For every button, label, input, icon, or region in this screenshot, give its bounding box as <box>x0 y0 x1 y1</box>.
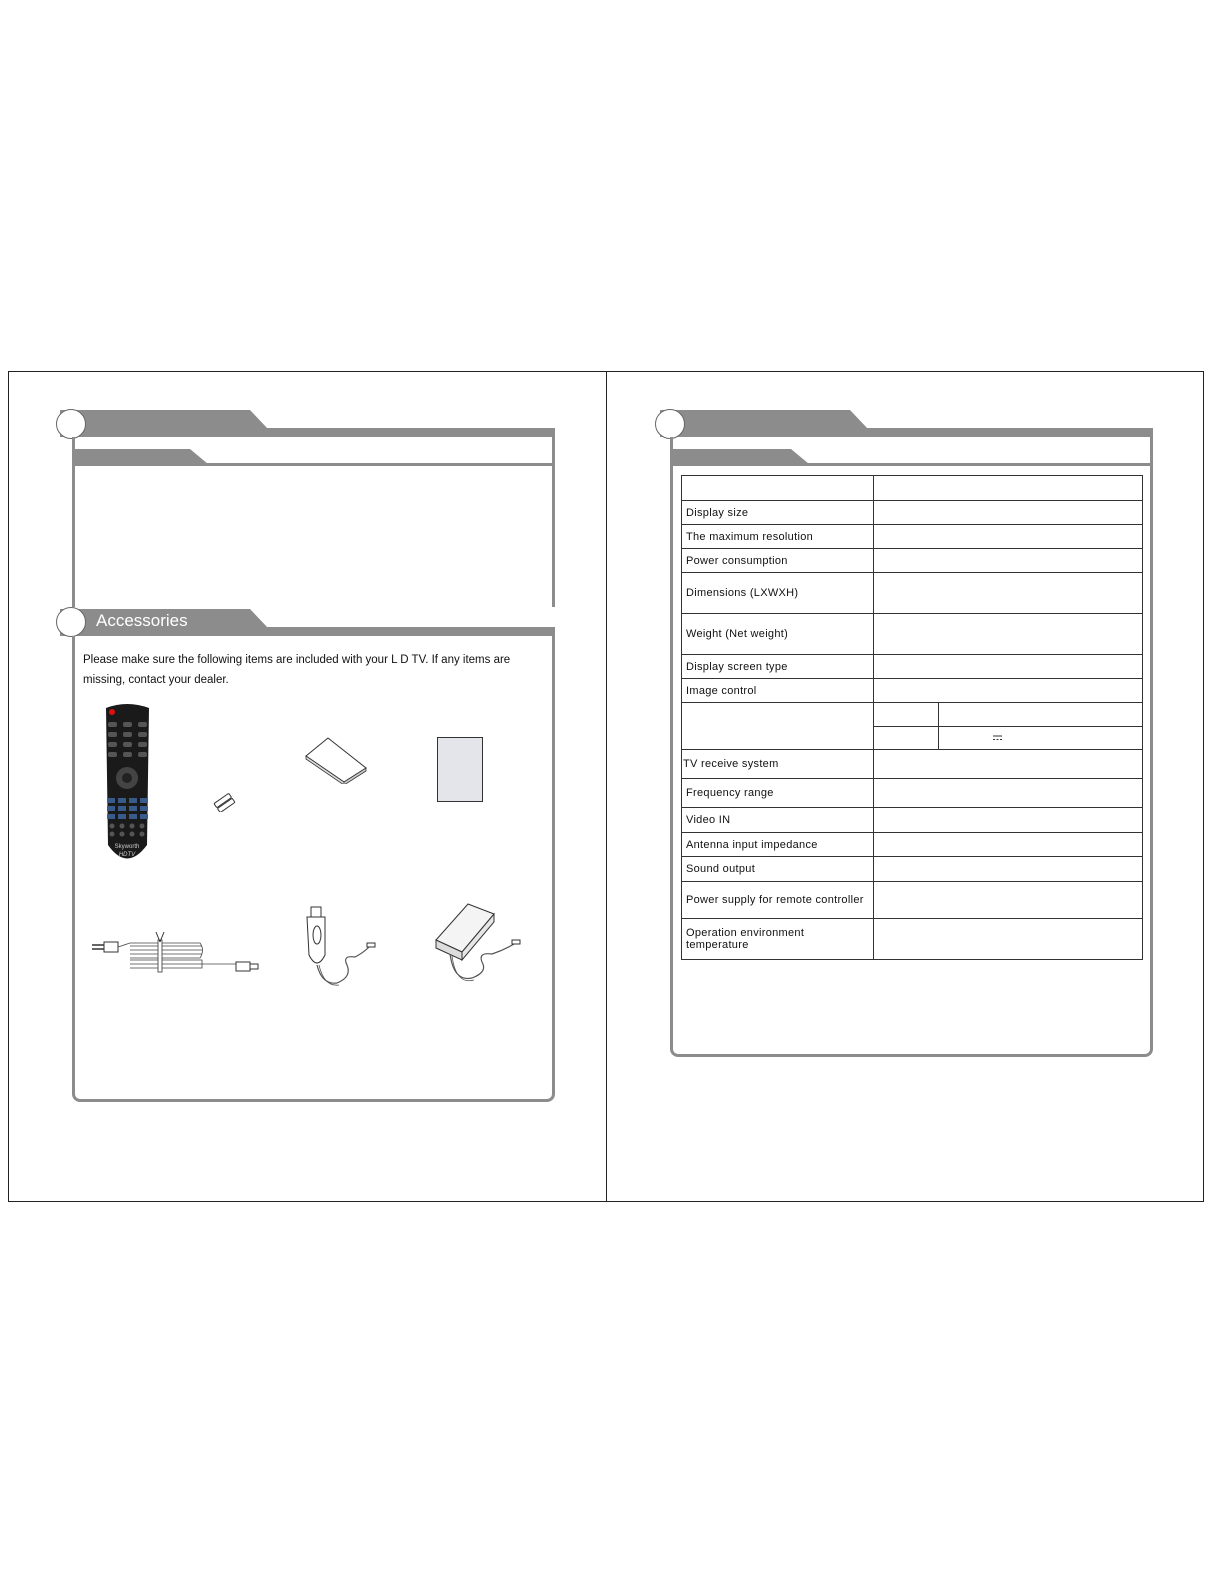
section1-bar <box>60 428 555 437</box>
spec-label: Display screen type <box>682 655 874 679</box>
spec-row <box>682 614 1143 655</box>
specs-number-circle <box>655 409 685 439</box>
specs-subtab <box>673 449 791 464</box>
intro-line-2: missing, contact your dealer. <box>83 674 229 686</box>
specs-bar <box>660 428 1153 437</box>
spec-row <box>682 857 1143 882</box>
specs-tab <box>660 410 850 429</box>
spec-label: Dimensions (LXWXH) <box>682 573 874 614</box>
spec-row <box>682 808 1143 833</box>
spec-label: Video IN <box>682 808 874 833</box>
ac-adapter-icon <box>432 900 522 990</box>
spec-label <box>682 476 874 501</box>
spec-row <box>682 549 1143 573</box>
spec-label: Sound output <box>682 857 874 882</box>
specs-tab-slant <box>848 410 870 429</box>
battery-icon <box>212 792 238 812</box>
spec-row <box>682 703 1143 727</box>
spec-row <box>682 573 1143 614</box>
accessories-heading: Accessories <box>96 611 188 630</box>
spec-row <box>682 679 1143 703</box>
spec-row <box>682 882 1143 919</box>
spec-label: Frequency range <box>682 779 874 808</box>
spec-label: Operation environment temperature <box>682 919 874 960</box>
spec-row <box>682 525 1143 549</box>
spec-label: Power consumption <box>682 549 874 573</box>
spec-row <box>682 750 1143 779</box>
section1-number-circle <box>56 409 86 439</box>
spec-row <box>682 501 1143 525</box>
spec-label: Image control <box>682 679 874 703</box>
car-adapter-icon <box>297 905 379 990</box>
av-cable-icon <box>90 930 262 978</box>
section1-tab-slant <box>248 410 270 429</box>
spec-label: Antenna input impedance <box>682 833 874 857</box>
warranty-card-icon <box>437 737 483 802</box>
section1-tab <box>60 410 250 429</box>
page-divider <box>606 371 607 1202</box>
intro-line-1: Please make sure the following items are included with your L D TV. If any items are <box>83 654 511 666</box>
spec-label: Display size <box>682 501 874 525</box>
spec-row <box>682 833 1143 857</box>
accessories-number-circle <box>56 607 86 637</box>
specs-subline <box>673 463 1150 466</box>
dc-symbol-icon <box>939 727 1143 750</box>
remote-control-icon <box>100 700 155 868</box>
remote-brand-text: Skyworth <box>114 844 140 850</box>
accessories-intro <box>83 650 543 690</box>
spec-label: Power supply for remote controller <box>682 882 874 919</box>
spec-row <box>682 919 1143 960</box>
remote-model-text: HDTV <box>118 852 136 858</box>
spec-row <box>682 779 1143 808</box>
spec-label: The maximum resolution <box>682 525 874 549</box>
user-manual-icon <box>300 734 370 784</box>
spec-row <box>682 655 1143 679</box>
spec-label <box>682 703 874 750</box>
accessories-tab-slant <box>248 609 270 628</box>
section1-side-left <box>72 437 75 607</box>
subsection1-line <box>75 463 553 466</box>
spec-row <box>682 476 1143 501</box>
section1-side-right <box>552 437 555 607</box>
spec-label: TV receive system <box>682 750 874 779</box>
specifications-table <box>681 475 1143 960</box>
subsection1-tab <box>75 449 190 464</box>
spec-label: Weight (Net weight) <box>682 614 874 655</box>
